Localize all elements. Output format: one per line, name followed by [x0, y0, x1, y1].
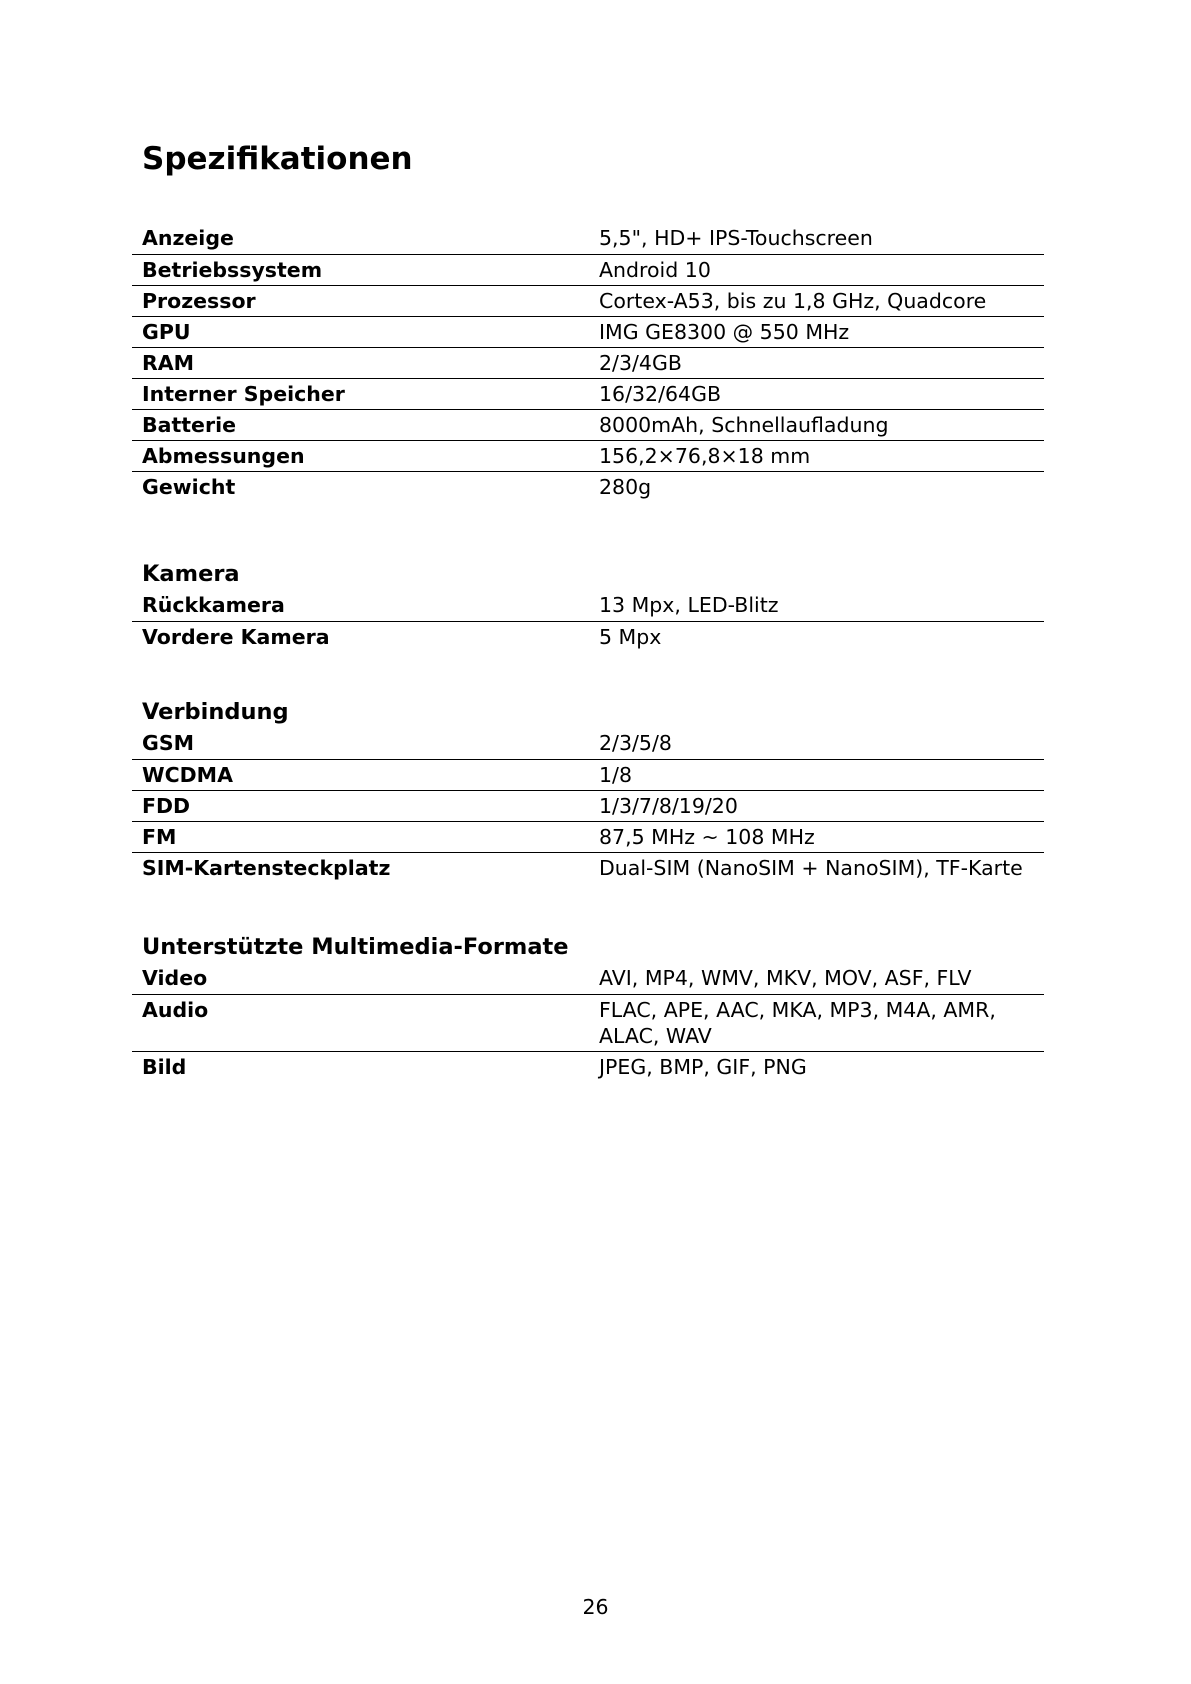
- table-row: [132, 790, 1044, 821]
- row-label: Interner Speicher: [132, 378, 589, 409]
- row-value: Android 10: [589, 254, 1044, 285]
- row-label: Betriebssystem: [132, 254, 589, 285]
- section-multimedia: [132, 931, 1044, 1082]
- row-value: 16/32/64GB: [589, 378, 1044, 409]
- table-row: [132, 852, 1044, 883]
- table-row: [132, 994, 1044, 1051]
- row-label: Abmessungen: [132, 440, 589, 471]
- spec-table-kamera: [132, 590, 1044, 652]
- row-label: Anzeige: [132, 223, 589, 254]
- row-value: 5 Mpx: [599, 624, 662, 649]
- row-label: Audio: [132, 994, 589, 1051]
- row-label: Gewicht: [142, 474, 236, 499]
- row-label: GPU: [132, 316, 589, 347]
- row-value: 156,2×76,8×18 mm: [589, 440, 1044, 471]
- section-heading-multimedia: Unterstützte Multimedia-Formate: [142, 934, 569, 960]
- table-row: [132, 254, 1044, 285]
- row-label: FM: [132, 821, 589, 852]
- table-row: [132, 440, 1044, 471]
- table-row: [132, 590, 1044, 621]
- row-value: 8000mAh, Schnellaufladung: [589, 409, 1044, 440]
- table-row: [132, 621, 1044, 652]
- row-label: Bild: [142, 1054, 187, 1079]
- table-row: [132, 285, 1044, 316]
- row-value: JPEG, BMP, GIF, PNG: [599, 1054, 807, 1079]
- section-kamera: [132, 558, 1044, 652]
- row-label: Rückkamera: [132, 590, 589, 621]
- table-row: [132, 471, 1044, 502]
- section-heading-kamera: Kamera: [142, 561, 240, 587]
- page-number: 26: [582, 1595, 609, 1619]
- row-label: Batterie: [132, 409, 589, 440]
- row-value: 5,5", HD+ IPS-Touchscreen: [589, 223, 1044, 254]
- table-row: [132, 223, 1044, 254]
- table-row: [132, 1051, 1044, 1082]
- row-value: 1/8: [589, 759, 1044, 790]
- row-label: GSM: [132, 728, 589, 759]
- page-title: Spezifikationen: [142, 141, 413, 177]
- row-value: 1/3/7/8/19/20: [589, 790, 1044, 821]
- row-value: IMG GE8300 @ 550 MHz: [589, 316, 1044, 347]
- row-label: WCDMA: [132, 759, 589, 790]
- table-row: [132, 316, 1044, 347]
- row-value: Dual-SIM (NanoSIM + NanoSIM), TF-Karte: [599, 855, 1023, 880]
- section-verbindung: [132, 696, 1044, 883]
- table-row: [132, 347, 1044, 378]
- row-label: RAM: [132, 347, 589, 378]
- row-value: 280g: [599, 474, 652, 499]
- table-row: [132, 821, 1044, 852]
- row-value: 87,5 MHz ~ 108 MHz: [589, 821, 1044, 852]
- row-value: 13 Mpx, LED-Blitz: [589, 590, 1044, 621]
- row-label: SIM-Kartensteckplatz: [142, 855, 391, 880]
- table-row: [132, 728, 1044, 759]
- row-label: FDD: [132, 790, 589, 821]
- row-value: Cortex-A53, bis zu 1,8 GHz, Quadcore: [589, 285, 1044, 316]
- table-row: [132, 409, 1044, 440]
- table-row: [132, 378, 1044, 409]
- row-value: AVI, MP4, WMV, MKV, MOV, ASF, FLV: [589, 963, 1044, 994]
- row-value: 2/3/4GB: [589, 347, 1044, 378]
- section-general: [132, 223, 1044, 502]
- spec-table-multimedia: [132, 963, 1044, 1082]
- row-label: Prozessor: [132, 285, 589, 316]
- row-value: 2/3/5/8: [589, 728, 1044, 759]
- row-label: Video: [132, 963, 589, 994]
- spec-table-general: [132, 223, 1044, 502]
- row-value: FLAC, APE, AAC, MKA, MP3, M4A, AMR, ALAC, WAV: [589, 994, 1044, 1051]
- section-heading-verbindung: Verbindung: [142, 699, 289, 725]
- table-row: [132, 759, 1044, 790]
- spec-table-verbindung: [132, 728, 1044, 883]
- row-label: Vordere Kamera: [142, 624, 330, 649]
- table-row: [132, 963, 1044, 994]
